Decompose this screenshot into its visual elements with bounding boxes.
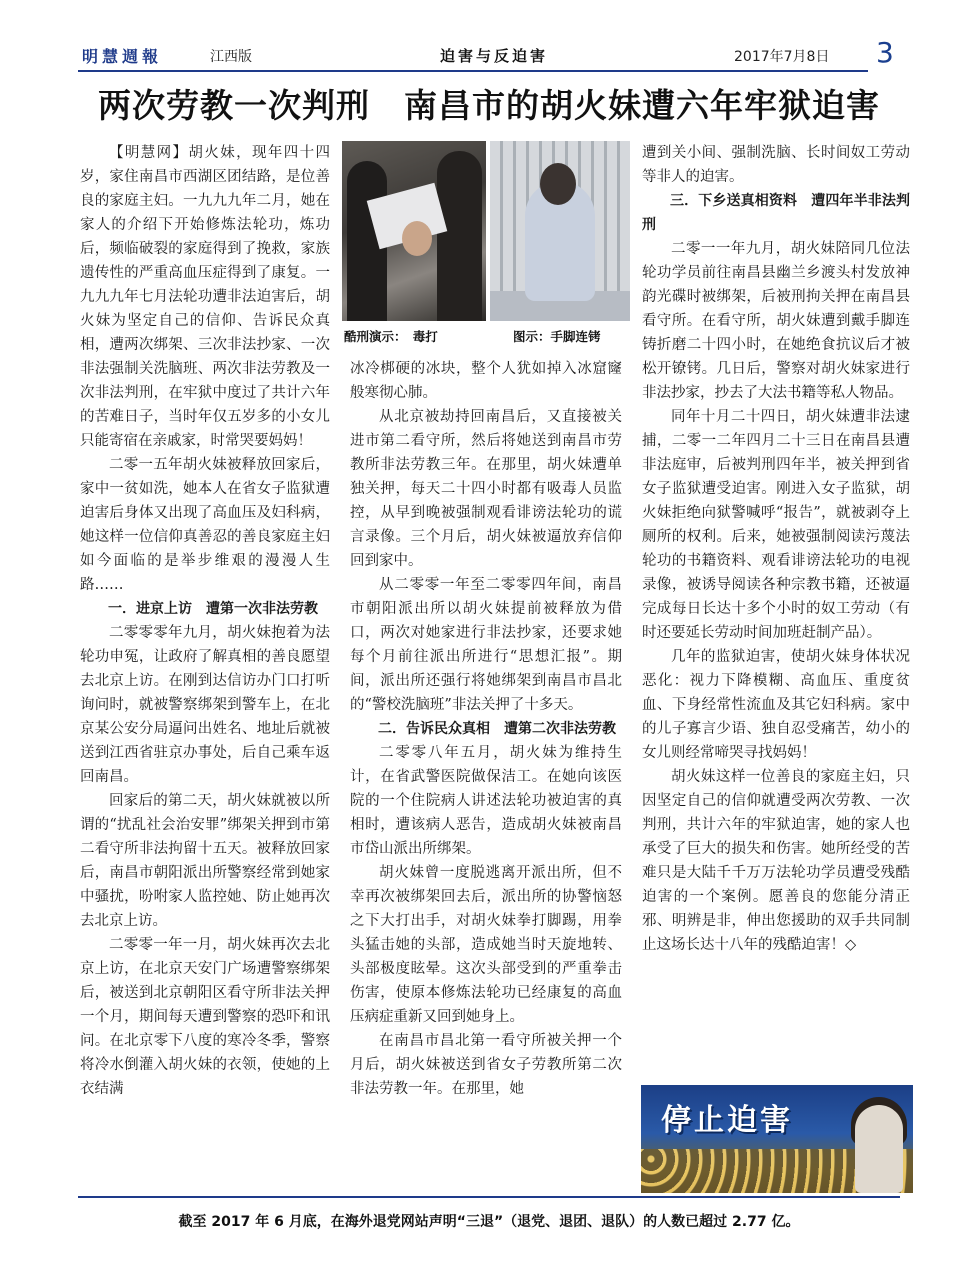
article-title: 两次劳教一次判刑 南昌市的胡火妹遭六年牢狱迫害 <box>98 86 880 125</box>
header-rule <box>78 70 868 72</box>
section-heading: 三．下乡送真相资料 遭四年半非法判刑 <box>642 193 910 233</box>
torture-demo-beating-photo <box>342 141 486 321</box>
photo-caption-2: 图示：手脚连铐 <box>513 329 601 344</box>
paragraph: 二零零一年一月，胡火妹再次去北京上访，在北京天安门广场遭警察绑架后，被送到北京朝阳区看守所非法关押一个月，期间每天遭到警察的恐吓和讯问。在北京零下八度的寒冷冬季，警察将冷水倒灌入胡火妹的衣领，使她的上衣结满 <box>80 937 330 1097</box>
paragraph: 从二零零一年至二零零四年间，南昌市朝阳派出所以胡火妹提前被释放为借口，两次对她家进行非法抄家，还要求她每个月前往派出所进行“思想汇报”。期间，派出所还强行将她绑架到南昌市昌北的“警校洗脑班”非法关押了十多天。 <box>350 577 622 713</box>
issue-date: 2017年7月8日 <box>734 49 830 65</box>
page-header <box>78 38 900 74</box>
edition-label: 江西版 <box>210 49 252 65</box>
section-heading: 二．告诉民众真相 遭第二次非法劳教 <box>378 721 616 737</box>
banner-text: 停止迫害 <box>661 1103 793 1138</box>
paragraph: 【明慧网】胡火妹，现年四十四岁，家住南昌市西湖区团结路，是位善良的家庭主妇。一九九九年二月，她在家人的介绍下开始修炼法轮功，炼功后，频临破裂的家庭得到了挽救，家族遗传性的严重高血压症得到了康复。一九九九年七月法轮功遭非法迫害后，胡火妹为坚定自己的信仰、告诉民众真相，遭两次绑架、三次非法抄家、一次非法强制关洗脑班、两次非法劳教及一次非法判刑，在牢狱中度过了共计六年的苦难日子，当时年仅五岁多的小女儿只能寄宿在亲戚家，时常哭要妈妈！ <box>80 145 330 449</box>
footer-rule <box>78 1196 900 1198</box>
paragraph: 几年的监狱迫害，使胡火妹身体状况恶化：视力下降模糊、高血压、重度贫血、下身经常性流血及其它妇科病。家中的儿子寡言少语、独自忍受痛苦，幼小的女儿则经常啼哭寻找妈妈！ <box>642 649 910 761</box>
section-title: 迫害与反迫害 <box>440 47 549 65</box>
paragraph: 二零一一年九月，胡火妹陪同几位法轮功学员前往南昌县幽兰乡渡头村发放神韵光碟时被绑架，后被刑拘关押在南昌县看守所。在看守所，胡火妹遭到戴手脚连铸折磨二十四小时，在她绝食抗议后才被松开镣铐。几日后，警察对胡火妹家进行非法抄家，抄去了大法书籍等私人物品。 <box>642 241 910 401</box>
paragraph: 胡火妹这样一位善良的家庭主妇，只因坚定自己的信仰就遭受两次劳教、一次判刑，共计六年的牢狱迫害，她的家人也承受了巨大的损失和伤害。她所经受的苦难只是大陆千千万万法轮功学员遭受残酷迫害的一个案例。愿善良的您能分清正邪、明辨是非，伸出您援助的双手共同制止这场长达十八年的残酷迫害！◇ <box>642 769 910 953</box>
stop-persecution-banner <box>641 1085 913 1193</box>
paragraph: 二零零零年九月，胡火妹抱着为法轮功申冤，让政府了解真相的善良愿望去北京上访。在刚到达信访办门口打听询问时，就被警察绑架到警车上，在北京某公安分局逼问出姓名、地址后就被送到江西省驻京办事处，后自己乘车返回南昌。 <box>80 625 330 785</box>
paragraph: 遭到关小间、强制洗脑、长时间奴工劳动等非人的迫害。 <box>642 145 910 185</box>
paragraph: 二零一五年胡火妹被释放回家后，家中一贫如洗，她本人在省女子监狱遭迫害后身体又出现了高血压及妇科病，她这样一位信仰真善忍的善良家庭主妇如今面临的是举步维艰的漫漫人生路…… <box>80 457 330 593</box>
masthead: 明慧週報 <box>82 47 163 66</box>
footer-notice: 截至 2017 年 6 月底，在海外退党网站声明“三退”（退党、退团、退队）的人数已超过 2.77 亿。 <box>178 1214 800 1230</box>
paragraph: 从北京被劫持回南昌后，又直接被关进市第二看守所，然后将她送到南昌市劳教所非法劳教三年。在那里，胡火妹遭单独关押，每天二十四小时都有吸毒人员监控，从早到晚被强制观看诽谤法轮功的谎言录像。三个月后，胡火妹被逼放弃信仰回到家中。 <box>350 409 622 569</box>
article-column-1 <box>80 141 330 1196</box>
shackled-prisoner-illustration <box>490 141 630 321</box>
paragraph: 回家后的第二天，胡火妹就被以所谓的“扰乱社会治安罪”绑架关押到市第二看守所非法拘留十五天。被释放回家后，南昌市朝阳派出所警察经常到她家中骚扰，吩咐家人监控她、防止她再次去北京上访。 <box>80 793 330 929</box>
paragraph: 二零零八年五月，胡火妹为维持生计，在省武警医院做保洁工。在她向该医院的一个住院病人讲述法轮功被迫害的真相时，遭该病人恶告，造成胡火妹被南昌市岱山派出所绑架。 <box>350 745 622 857</box>
paragraph: 在南昌市昌北第一看守所被关押一个月后，胡火妹被送到省女子劳教所第二次非法劳教一年。在那里，她 <box>350 1033 622 1097</box>
paragraph: 胡火妹曾一度脱逃离开派出所，但不幸再次被绑架回去后，派出所的协警恼怒之下大打出手，对胡火妹拳打脚踢，用拳头猛击她的头部，造成她当时天旋地转、头部极度眩晕。这次头部受到的严重拳击伤害，使原本修炼法轮功已经康复的高血压病症重新又回到她身上。 <box>350 865 622 1025</box>
article-column-2 <box>350 357 622 1199</box>
article-column-3 <box>642 141 910 1076</box>
paragraph: 同年十月二十四日，胡火妹遭非法逮捕，二零一二年四月二十三日在南昌县遭非法庭审，后被判刑四年半，被关押到省女子监狱遭受迫害。刚进入女子监狱，胡火妹拒绝向狱警喊呼“报告”，就被剥夺上厕所的权利。后来，她被强制阅读污蔑法轮功的书籍资料、观看诽谤法轮功的电视录像，被诱导阅读各种宗教书籍，还被逼完成每日长达十多个小时的奴工劳动（有时还要延长劳动时间加班赶制产品）。 <box>642 409 910 641</box>
page-number: 3 <box>876 36 894 69</box>
photo-caption-1: 酷刑演示： 毒打 <box>344 329 438 344</box>
paragraph: 冰冷梆硬的冰块，整个人犹如掉入冰窟窿般寒彻心肺。 <box>350 361 622 401</box>
section-heading: 一．进京上访 遭第一次非法劳教 <box>108 601 318 617</box>
